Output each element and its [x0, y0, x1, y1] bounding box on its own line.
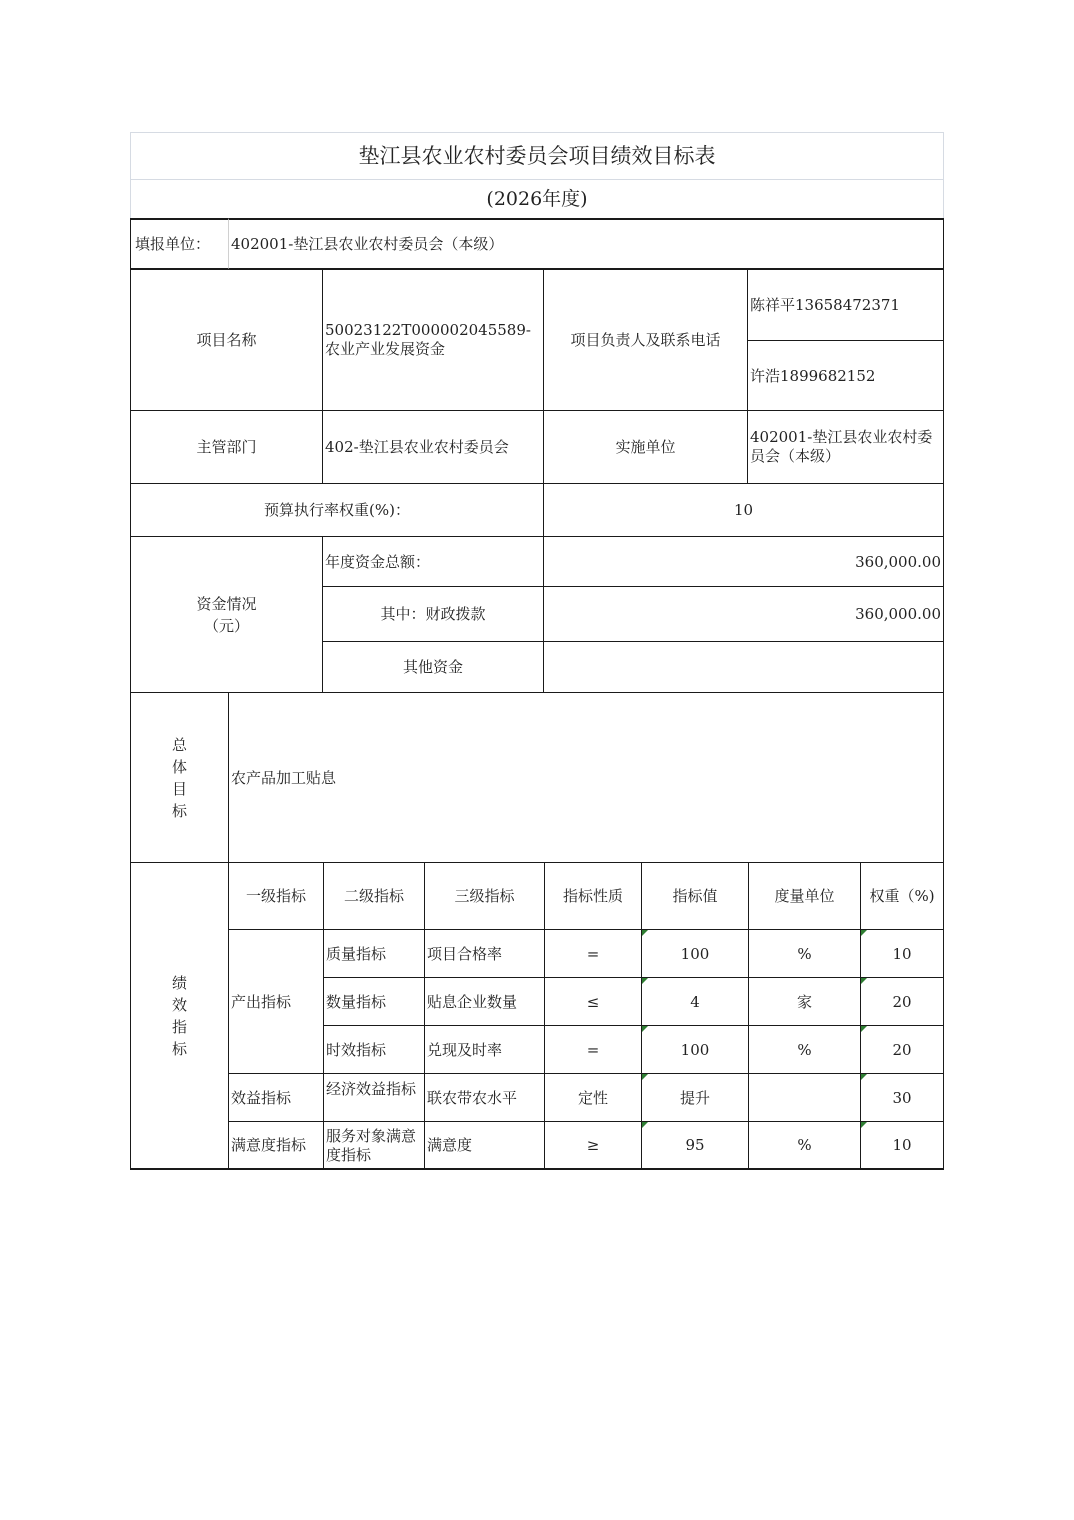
funds-other-value [543, 641, 944, 693]
funds-label [130, 536, 323, 693]
budget-rate-label: 预算执行率权重(%)： [130, 483, 544, 537]
project-contact-label: 项目负责人及联系电话 [543, 269, 748, 411]
project-name-value: 50023122T000002045589-农业产业发展资金 [322, 269, 544, 411]
fill-unit-label: 填报单位： [130, 218, 228, 269]
sheet-subtitle: (2026年度) [130, 180, 944, 218]
project-contact-1: 陈祥平13658472371 [747, 269, 944, 341]
funds-label-line2: （元） [203, 616, 249, 635]
overall-goal-char: 体 [171, 757, 187, 776]
indicator-level3: 贴息企业数量 [424, 977, 545, 1026]
overall-goal-char: 目 [171, 779, 187, 798]
sheet-title: 垫江县农业农村委员会项目绩效目标表 [130, 132, 944, 180]
indicators-char: 绩 [171, 973, 187, 992]
budget-rate-value: 10 [543, 483, 944, 537]
indicator-level3: 联农带农水平 [424, 1073, 545, 1122]
header-level1: 一级指标 [228, 862, 324, 930]
indicator-weight: 20 [860, 977, 944, 1026]
indicator-value: 4 [641, 977, 749, 1026]
funds-total-label: 年度资金总额： [322, 536, 544, 587]
project-contact-2: 许浩1899682152 [747, 340, 944, 411]
indicators-char: 效 [171, 995, 187, 1014]
impl-unit-value: 402001-垫江县农业农村委员会（本级） [747, 410, 944, 484]
funds-other-label: 其他资金 [322, 641, 544, 693]
header-unit: 度量单位 [748, 862, 861, 930]
indicator-level3: 项目合格率 [424, 929, 545, 978]
project-name-label: 项目名称 [130, 269, 323, 411]
header-value: 指标值 [641, 862, 749, 930]
indicator-unit: % [748, 1121, 861, 1169]
indicator-value: 100 [641, 1025, 749, 1074]
indicators-label [130, 862, 229, 1169]
indicator-unit: 家 [748, 977, 861, 1026]
indicator-weight: 10 [860, 1121, 944, 1169]
overall-goal-label [130, 692, 229, 863]
indicator-weight: 20 [860, 1025, 944, 1074]
fill-unit-value: 402001-垫江县农业农村委员会（本级） [228, 218, 944, 269]
impl-unit-label: 实施单位 [543, 410, 748, 484]
indicator-value: 提升 [641, 1073, 749, 1122]
indicator-nature: = [544, 929, 642, 978]
dept-value: 402-垫江县农业农村委员会 [322, 410, 544, 484]
indicator-level2: 数量指标 [323, 977, 425, 1026]
indicator-value: 100 [641, 929, 749, 978]
header-nature: 指标性质 [544, 862, 642, 930]
indicator-weight: 10 [860, 929, 944, 978]
level1-benefit: 效益指标 [228, 1073, 324, 1122]
indicator-level3: 兑现及时率 [424, 1025, 545, 1074]
indicator-nature: ≤ [544, 977, 642, 1026]
overall-goal-value: 农产品加工贴息 [228, 692, 944, 863]
header-weight: 权重（%) [860, 862, 944, 930]
indicator-weight: 30 [860, 1073, 944, 1122]
overall-goal-char: 总 [171, 735, 187, 754]
indicator-level2: 服务对象满意度指标 [323, 1121, 425, 1169]
indicator-level2: 经济效益指标 [323, 1073, 425, 1122]
header-level2: 二级指标 [323, 862, 425, 930]
indicator-level2: 质量指标 [323, 929, 425, 978]
indicator-level3: 满意度 [424, 1121, 545, 1169]
indicator-nature: 定性 [544, 1073, 642, 1122]
indicator-nature: ≥ [544, 1121, 642, 1169]
indicators-char: 指 [171, 1017, 187, 1036]
indicator-nature: = [544, 1025, 642, 1074]
dept-label: 主管部门 [130, 410, 323, 484]
level1-output: 产出指标 [228, 929, 324, 1074]
funds-total-value: 360,000.00 [543, 536, 944, 587]
indicator-level2: 时效指标 [323, 1025, 425, 1074]
indicators-char: 标 [171, 1039, 187, 1058]
funds-fiscal-label: 其中：财政拨款 [322, 586, 544, 642]
level1-satisfaction: 满意度指标 [228, 1121, 324, 1169]
overall-goal-char: 标 [171, 801, 187, 820]
header-level3: 三级指标 [424, 862, 545, 930]
indicator-unit [748, 1073, 861, 1122]
indicator-unit: % [748, 1025, 861, 1074]
funds-fiscal-value: 360,000.00 [543, 586, 944, 642]
indicator-unit: % [748, 929, 861, 978]
funds-label-line1: 资金情况 [196, 594, 257, 613]
indicator-value: 95 [641, 1121, 749, 1169]
table-bottom-border [130, 1168, 944, 1170]
